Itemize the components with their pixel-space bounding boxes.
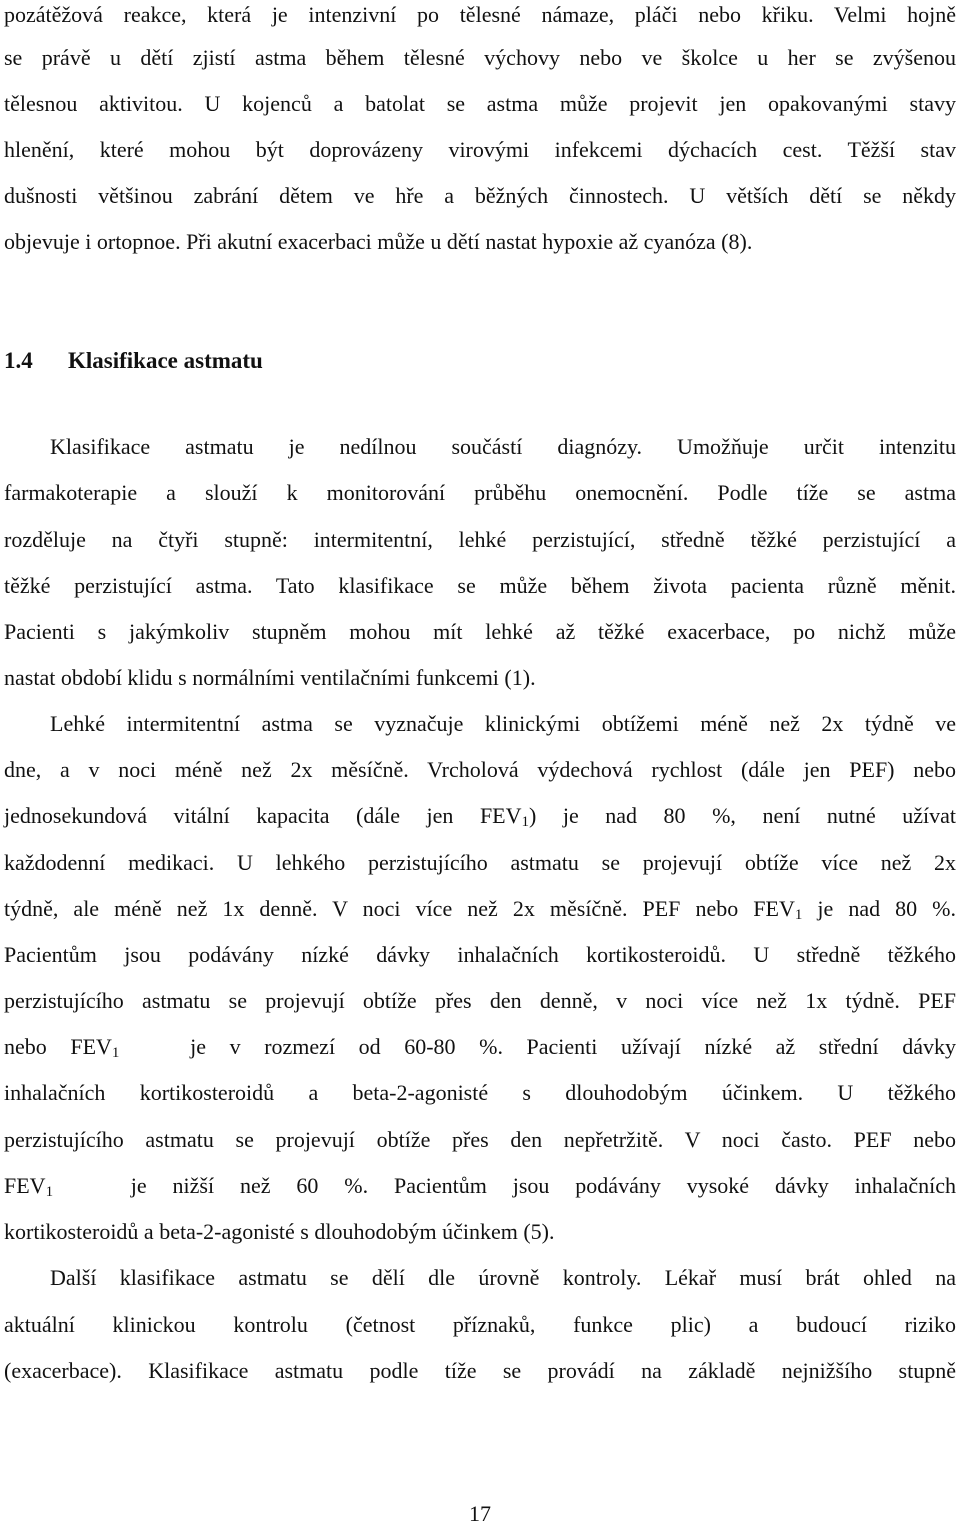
paragraph-line: těžké perzistující astma. Tato klasifikace se může během života pacienta různě měnit.	[4, 573, 956, 598]
paragraph-line: Lehké intermitentní astma se vyznačuje klinickými obtížemi méně než 2x týdně ve	[50, 711, 956, 736]
section-heading	[4, 347, 956, 375]
paragraph-line: nastat období klidu s normálními ventilačními funkcemi (1).	[4, 665, 536, 690]
subscript: 1	[521, 814, 530, 830]
paragraph-line	[4, 1033, 956, 1061]
paragraph-line: farmakoterapie a slouží k monitorování průběhu onemocnění. Podle tíže se astma	[4, 480, 956, 505]
text-run: FEV	[4, 1173, 46, 1198]
text-run: je nižší než 60 %. Pacientům jsou podávány vysoké dávky inhalačních	[53, 1173, 956, 1198]
paragraph-line: dne, a v noci méně než 2x měsíčně. Vrcholová výdechová rychlost (dále jen PEF) nebo	[4, 757, 956, 782]
paragraph-line: Další klasifikace astmatu se dělí dle úrovně kontroly. Lékař musí brát ohled na	[50, 1265, 956, 1290]
paragraph-line: Pacientům jsou podávány nízké dávky inhalačních kortikosteroidů. U středně těžkého	[4, 942, 956, 967]
paragraph-line: (exacerbace). Klasifikace astmatu podle tíže se provádí na základě nejnižšího stupně	[4, 1358, 956, 1383]
paragraph-line: se právě u dětí zjistí astma během tělesné výchovy nebo ve školce u her se zvýšenou	[4, 45, 956, 70]
paragraph-line	[4, 895, 956, 923]
paragraph-line: objevuje i ortopnoe. Při akutní exacerbaci může u dětí nastat hypoxie až cyanóza (8).	[4, 229, 753, 254]
paragraph-line: aktuální klinickou kontrolu (četnost příznaků, funkce plic) a budoucí riziko	[4, 1312, 956, 1337]
subscript: 1	[45, 1184, 54, 1200]
text-run: týdně, ale méně než 1x denně. V noci více než 2x měsíčně. PEF nebo FEV	[4, 896, 795, 921]
paragraph-line: perzistujícího astmatu se projevují obtíže přes den nepřetržitě. V noci často. PEF nebo	[4, 1127, 956, 1152]
paragraph-line: rozděluje na čtyři stupně: intermitentní, lehké perzistující, středně těžké perzistující a	[4, 527, 956, 552]
paragraph-line: hlenění, které mohou být doprovázeny virovými infekcemi dýchacích cest. Těžší stav	[4, 137, 956, 162]
paragraph-line	[4, 1172, 956, 1200]
paragraph-line	[4, 802, 956, 830]
page-number: 17	[469, 1501, 491, 1526]
text-run: je nad 80 %.	[802, 896, 956, 921]
subscript: 1	[794, 907, 803, 923]
text-run: jednosekundová vitální kapacita (dále jen FEV	[4, 803, 522, 828]
paragraph-line: pozátěžová reakce, která je intenzivní po tělesné námaze, pláči nebo křiku. Velmi hojně	[4, 2, 956, 27]
paragraph-line: každodenní medikaci. U lehkého perzistujícího astmatu se projevují obtíže více než 2x	[4, 850, 956, 875]
section-title: Klasifikace astmatu	[68, 348, 263, 373]
paragraph-line: dušnosti většinou zabrání dětem ve hře a běžných činnostech. U větších dětí se někdy	[4, 183, 956, 208]
text-run: ) je nad 80 %, není nutné užívat	[529, 803, 956, 828]
subscript: 1	[111, 1045, 120, 1061]
paragraph-line: Klasifikace astmatu je nedílnou součástí diagnózy. Umožňuje určit intenzitu	[50, 434, 956, 459]
paragraph-line: inhalačních kortikosteroidů a beta-2-agonisté s dlouhodobým účinkem. U těžkého	[4, 1080, 956, 1105]
section-number: 1.4	[4, 348, 33, 373]
text-run: je v rozmezí od 60-80 %. Pacienti užívají nízké až střední dávky	[119, 1034, 957, 1059]
paragraph-line: Pacienti s jakýmkoliv stupněm mohou mít lehké až těžké exacerbace, po nichž může	[4, 619, 956, 644]
paragraph-line: kortikosteroidů a beta-2-agonisté s dlouhodobým účinkem (5).	[4, 1219, 555, 1244]
paragraph-line: perzistujícího astmatu se projevují obtíže přes den denně, v noci více než 1x týdně. PEF	[4, 988, 956, 1013]
text-run: nebo FEV	[4, 1034, 112, 1059]
paragraph-line: tělesnou aktivitou. U kojenců a batolat se astma může projevit jen opakovanými stavy	[4, 91, 956, 116]
